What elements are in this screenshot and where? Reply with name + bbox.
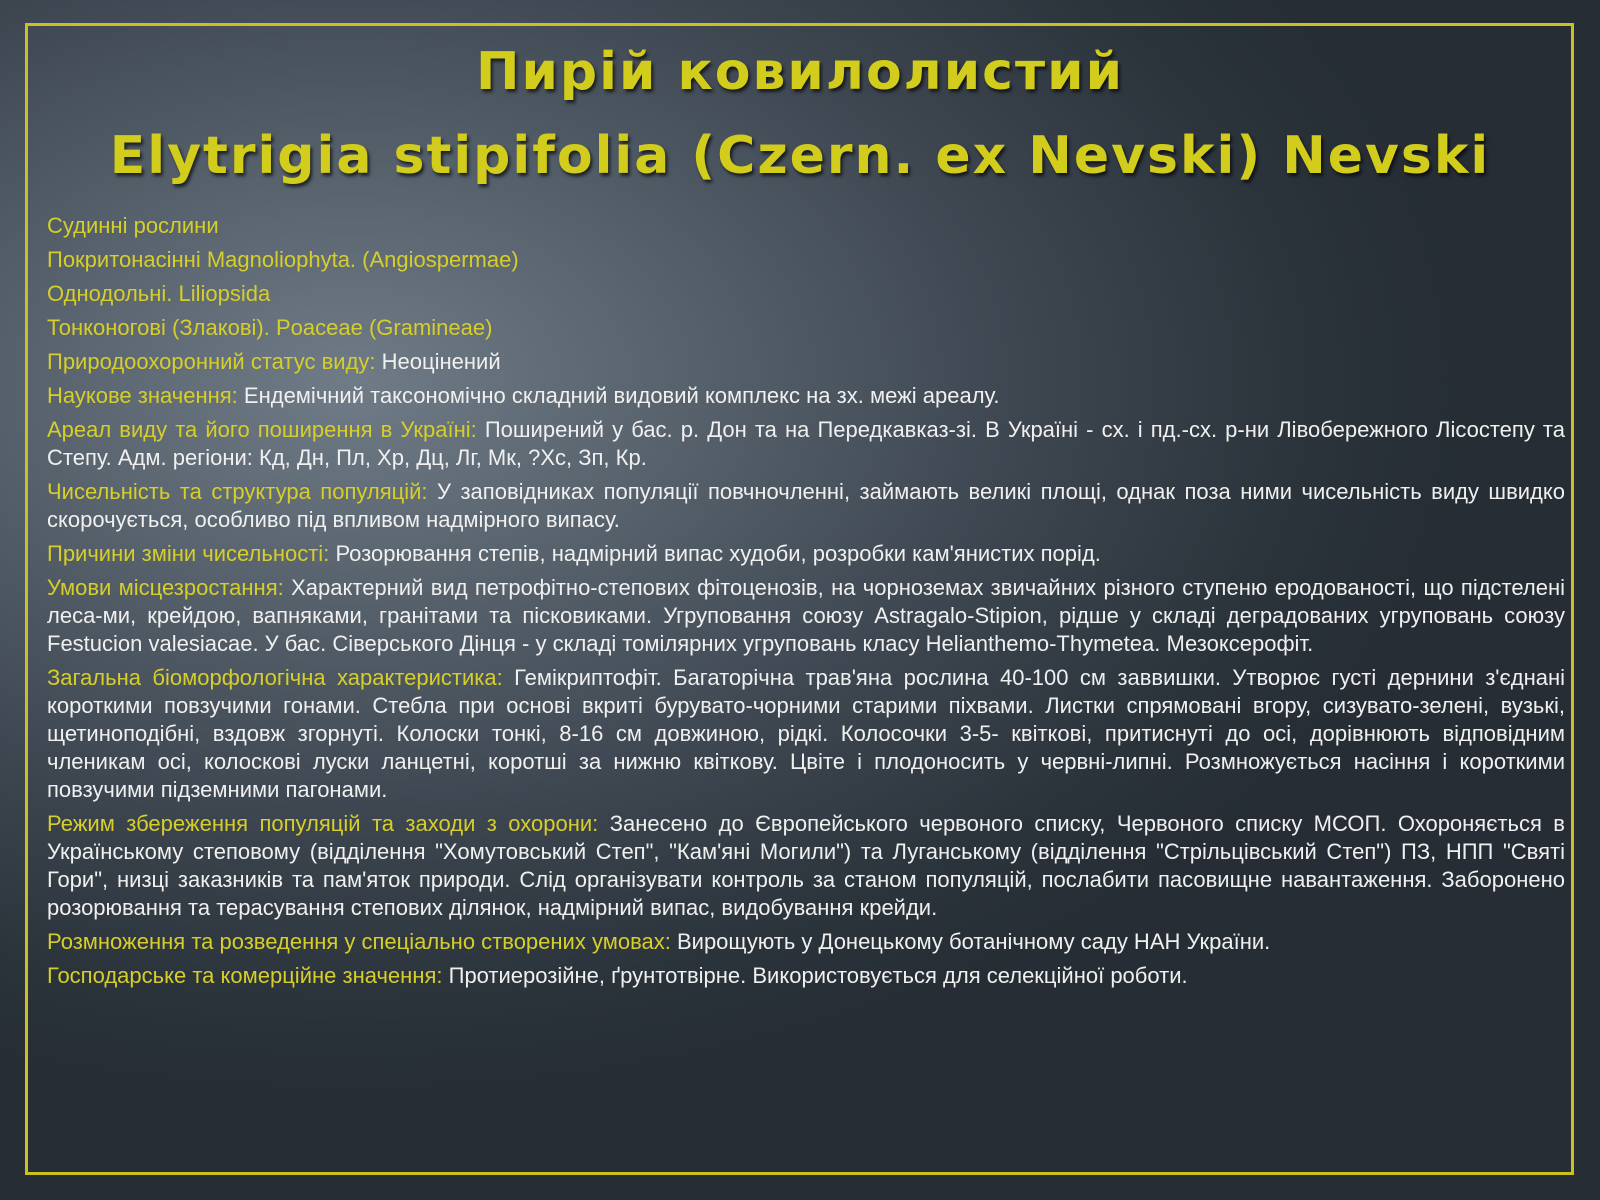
section-economic-value	[47, 962, 1565, 990]
section-label: Ареал виду та його поширення в Україні:	[47, 417, 477, 442]
section-population	[47, 478, 1565, 534]
section-text: Гемікриптофіт. Багаторічна трав'яна рослина 40-100 см заввишки. Утворює густі дернини з'єднані короткими повзучими гонами. Стебла при основі вкриті бурувато-чорними старими піхвами. Листки спрямовані вгору, сизувато-зелені, вузькі, щетиноподібні, вздовж згорнуті. Колоски тонкі, 8-16 см довжиною, рідкі. Колосочки 3-5- квіткові, притиснуті до осі, дорівнюють відповідним членикам осі, колоскові луски ланцетні, коротші за нижню квіткову. Цвіте і плодоносить у червні-липні. Розмножується насіння і короткими повзучими підземними пагонами.	[47, 665, 1565, 802]
taxonomy-text: Тонконогові (Злакові). Poaceae (Gramineae)	[47, 315, 493, 340]
section-text: Поширений у бас. р. Дон та на Передкавказ-зі. В Україні - сх. і пд.-сх. р-ни Лівобережного Лісостепу та Степу. Адм. регіони: Кд, Дн, Пл, Хр, Дц, Лг, Мк, ?Хс, Зп, Кр.	[47, 417, 1565, 470]
taxonomy-text: Однодольні. Liliopsida	[47, 281, 271, 306]
section-label: Причини зміни чисельності:	[47, 541, 330, 566]
taxonomy-text: Покритонасінні Magnoliophyta. (Angiospermae)	[47, 247, 519, 272]
section-habitat	[47, 574, 1565, 658]
section-conservation-status	[47, 348, 1565, 376]
species-description	[47, 212, 1565, 996]
section-cultivation	[47, 928, 1565, 956]
section-text: Занесено до Європейського червоного списку, Червоного списку МСОП. Охороняється в Українському степовому (відділення "Хомутовський Степ", "Кам'яні Могили") та Луганському (відділення "Стрільцівський Степ") ПЗ, НПП "Святі Гори", низці заказників та пам'яток природи. Слід організувати контроль за станом популяцій, послабити пасовищне навантаження. Заборонено розорювання та терасування степових ділянок, надмірний випас, видобування крейди.	[47, 811, 1565, 920]
section-scientific-value	[47, 382, 1565, 410]
taxonomy-text: Судинні рослини	[47, 213, 219, 238]
title-common-name: Пирій ковилолистий	[475, 42, 1125, 102]
section-label: Наукове значення:	[47, 383, 238, 408]
taxonomy-line	[47, 314, 1565, 342]
section-label: Умови місцезростання:	[47, 575, 284, 600]
section-label: Природоохоронний статус виду:	[47, 349, 376, 374]
section-decline-causes	[47, 540, 1565, 568]
title-latin-name: Elytrigia stipifolia (Czern. ex Nevski) Nevski	[109, 126, 1491, 186]
taxonomy-line	[47, 212, 1565, 240]
section-text: У заповідниках популяції повчночленні, займають великі площі, однак поза ними чисельність виду швидко скорочується, особливо під впливом надмірного випасу.	[47, 479, 1565, 532]
section-label: Господарське та комерційне значення:	[47, 963, 443, 988]
section-text: Вирощують у Донецькому ботанічному саду НАН України.	[676, 929, 1271, 954]
section-protection-measures	[47, 810, 1565, 922]
section-biomorphology	[47, 664, 1565, 804]
section-label: Загальна біоморфологічна характеристика:	[47, 665, 503, 690]
section-text: Розорювання степів, надмірний випас худоби, розробки кам'янистих порід.	[335, 541, 1101, 566]
section-text: Протиерозійне, ґрунтотвірне. Використовується для селекційної роботи.	[448, 963, 1188, 988]
section-label: Чисельність та структура популяцій:	[47, 479, 428, 504]
taxonomy-line	[47, 280, 1565, 308]
section-text: Неоцінений	[381, 349, 501, 374]
section-text: Ендемічний таксономічно складний видовий комплекс на зх. межі ареалу.	[243, 383, 1000, 408]
section-range	[47, 416, 1565, 472]
section-label: Розмноження та розведення у спеціально створених умовах:	[47, 929, 671, 954]
section-text: Характерний вид петрофітно-степових фітоценозів, на чорноземах звичайних різного ступеню еродованості, що підстелені леса-ми, крейдою, вапняками, гранітами та пісковиками. Угруповання союзу Astragalo-Stipion, рідше у складі деградованих угруповань союзу Festucion valesiacae. У бас. Сіверського Дінця - у складі томілярних угруповань класу Helianthemo-Thymetea. Мезоксерофіт.	[47, 575, 1565, 656]
taxonomy-line	[47, 246, 1565, 274]
section-label: Режим збереження популяцій та заходи з охорони:	[47, 811, 599, 836]
